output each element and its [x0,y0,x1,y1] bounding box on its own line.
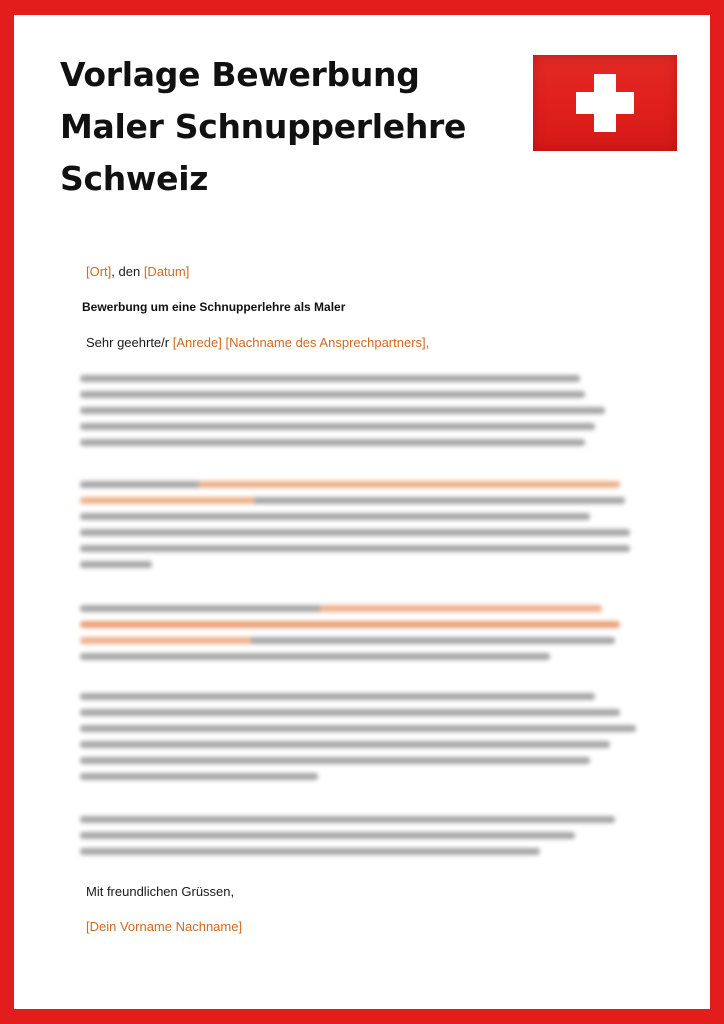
blurred-paragraph-3 [80,605,620,669]
flag-cross-horizontal [576,92,634,114]
signature-placeholder: [Dein Vorname Nachname] [86,919,243,934]
date-prefix: , den [111,264,144,279]
blurred-paragraph-4 [80,693,636,789]
document-page [14,15,710,1009]
letter-closing: Mit freundlichen Grüssen, [86,884,235,899]
salutation-prefix: Sehr geehrte/r [86,335,173,350]
blurred-paragraph-2 [80,481,630,577]
salutation-line [86,335,429,350]
salutation-anrede-placeholder: [Anrede] [172,335,222,350]
place-date-line [86,264,189,279]
letter-subject: Bewerbung um eine Schnupperlehre als Maler [82,300,346,314]
title-line-3: Schweiz [60,159,209,198]
title-line-1: Vorlage Bewerbung [60,55,420,94]
blurred-paragraph-5 [80,816,615,864]
document-title [60,49,466,205]
blurred-paragraph-1 [80,375,605,455]
salutation-name-placeholder: [Nachname des Ansprechpartners], [221,335,430,350]
date-placeholder: [Datum] [143,264,190,279]
swiss-flag-icon [533,55,677,151]
place-placeholder: [Ort] [86,264,112,279]
title-line-2: Maler Schnupperlehre [60,107,467,146]
